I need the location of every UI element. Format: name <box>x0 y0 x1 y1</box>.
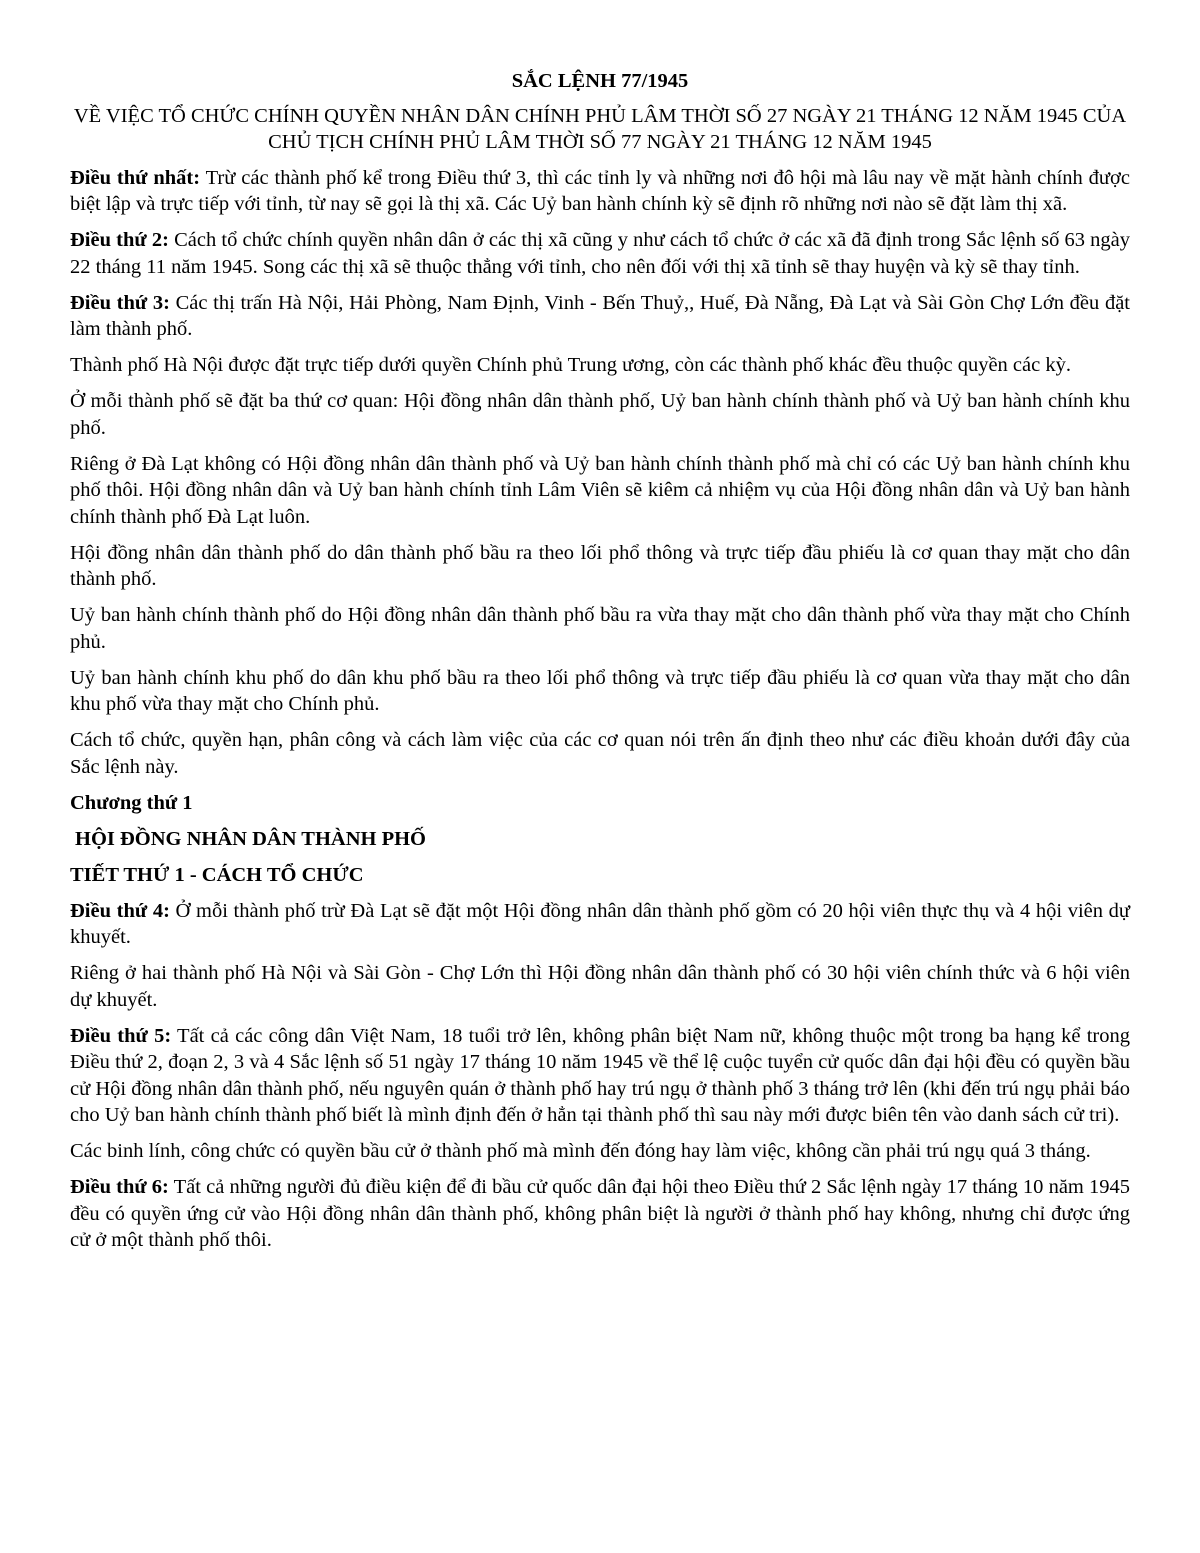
article-label: Điều thứ nhất: <box>70 166 201 189</box>
paragraph-text: Cách tổ chức chính quyền nhân dân ở các thị xã cũng y như cách tổ chức ở các xã đã định trong Sắc lệnh số 63 ngày 22 tháng 11 năm 1945. Song các thị xã sẽ thuộc thẳng với tỉnh, cho nên đối với thị xã tỉnh sẽ thay huyện và kỳ sẽ thay tỉnh. <box>70 229 1130 278</box>
paragraph <box>70 352 1130 379</box>
paragraph <box>70 1023 1130 1129</box>
paragraph-text: Tất cả các công dân Việt Nam, 18 tuổi trở lên, không phân biệt Nam nữ, không thuộc một trong ba hạng kể trong Điều thứ 2, đoạn 2, 3 và 4 Sắc lệnh số 51 ngày 17 tháng 10 năm 1945 về thể lệ cuộc tuyển cử quốc dân đại hội đều có quyền bầu cử Hội đồng nhân dân thành phố, nếu nguyên quán ở thành phố hay trú ngụ ở thành phố 3 tháng trở lên (khi đến trú ngụ phải báo cho Uỷ ban hành chính thành phố biết là mình định đến ở hẳn tại thành phố thì sau này mới được biên tên vào danh sách cử tri). <box>70 1024 1131 1126</box>
article-label: Điều thứ 3: <box>70 291 170 314</box>
paragraph <box>70 898 1130 951</box>
paragraph <box>70 960 1130 1013</box>
chapter-title: HỘI ĐỒNG NHÂN DÂN THÀNH PHỐ <box>75 827 426 850</box>
paragraph <box>70 727 1130 780</box>
paragraph-text: Uỷ ban hành chính khu phố do dân khu phố bầu ra theo lối phổ thông và trực tiếp đầu phiếu là cơ quan vừa thay mặt cho dân khu phố vừa thay mặt cho Chính phủ. <box>70 666 1130 715</box>
paragraph <box>70 1138 1130 1165</box>
paragraph-text: Riêng ở hai thành phố Hà Nội và Sài Gòn - Chợ Lớn thì Hội đồng nhân dân thành phố có 30 hội viên chính thức và 6 hội viên dự khuyết. <box>70 962 1130 1011</box>
paragraph <box>70 290 1130 343</box>
paragraph <box>70 665 1130 718</box>
section-title: TIẾT THỨ 1 - CÁCH TỔ CHỨC <box>70 863 364 886</box>
paragraph <box>70 540 1130 593</box>
article-label: Điều thứ 5: <box>70 1024 172 1047</box>
paragraph <box>70 388 1130 441</box>
chapter-label: Chương thứ 1 <box>70 791 193 814</box>
paragraph-text: Cách tổ chức, quyền hạn, phân công và cách làm việc của các cơ quan nói trên ấn định theo như các điều khoản dưới đây của Sắc lệnh này. <box>70 729 1130 778</box>
paragraph-text: Tất cả những người đủ điều kiện để đi bầu cử quốc dân đại hội theo Điều thứ 2 Sắc lệnh ngày 17 tháng 10 năm 1945 đều có quyền ứng cử vào Hội đồng nhân dân thành phố, không phân biệt là người ở thành phố hay không, nhưng chỉ được ứng cử ở một thành phố thôi. <box>70 1176 1130 1251</box>
paragraph-text: Hội đồng nhân dân thành phố do dân thành phố bầu ra theo lối phổ thông và trực tiếp đầu phiếu là cơ quan thay mặt cho dân thành phố. <box>70 541 1130 590</box>
document-title: SẮC LỆNH 77/1945 <box>511 70 689 92</box>
paragraph <box>70 451 1130 531</box>
paragraph-text: Thành phố Hà Nội được đặt trực tiếp dưới quyền Chính phủ Trung ương, còn các thành phố khác đều thuộc quyền các kỳ. <box>70 354 1071 376</box>
article-label: Điều thứ 4: <box>70 899 170 922</box>
document-page <box>70 68 1130 1263</box>
paragraph <box>70 165 1130 218</box>
paragraph <box>70 602 1130 655</box>
paragraph <box>70 1174 1130 1254</box>
paragraph-text: Ở mỗi thành phố trừ Đà Lạt sẽ đặt một Hội đồng nhân dân thành phố gồm có 20 hội viên thực thụ và 4 hội viên dự khuyết. <box>70 899 1130 948</box>
paragraph-text: Uỷ ban hành chính thành phố do Hội đồng nhân dân thành phố bầu ra vừa thay mặt cho dân thành phố vừa thay mặt cho Chính phủ. <box>70 604 1130 653</box>
article-label: Điều thứ 2: <box>70 229 169 251</box>
article-label: Điều thứ 6: <box>70 1176 169 1198</box>
paragraph <box>70 227 1130 280</box>
document-subtitle: VỀ VIỆC TỔ CHỨC CHÍNH QUYỀN NHÂN DÂN CHÍNH PHỦ LÂM THỜI SỐ 27 NGÀY 21 THÁNG 12 NĂM 1945 CỦA CHỦ TỊCH CHÍNH PHỦ LÂM THỜI SỐ 77 NGÀY 21 THÁNG 12 NĂM 1945 <box>73 104 1127 153</box>
paragraph-text: Trừ các thành phố kể trong Điều thứ 3, thì các tỉnh ly và những nơi đô hội mà lâu nay về mặt hành chính được biệt lập và trực tiếp với tỉnh, từ nay sẽ gọi là thị xã. Các Uỷ ban hành chính kỳ sẽ định rõ những nơi nào sẽ đặt làm thị xã. <box>70 166 1130 215</box>
paragraph-text: Ở mỗi thành phố sẽ đặt ba thứ cơ quan: Hội đồng nhân dân thành phố, Uỷ ban hành chính thành phố và Uỷ ban hành chính khu phố. <box>70 390 1130 439</box>
paragraph-text: Các thị trấn Hà Nội, Hải Phòng, Nam Định, Vinh - Bến Thuỷ,, Huế, Đà Nẵng, Đà Lạt và Sài Gòn Chợ Lớn đều đặt làm thành phố. <box>70 291 1130 340</box>
paragraph-text: Riêng ở Đà Lạt không có Hội đồng nhân dân thành phố và Uỷ ban hành chính thành phố mà chỉ có các Uỷ ban hành chính khu phố thôi. Hội đồng nhân dân và Uỷ ban hành chính tỉnh Lâm Viên sẽ kiêm cả nhiệm vụ của Hội đồng nhân dân và Uỷ ban hành chính thành phố Đà Lạt luôn. <box>70 452 1130 528</box>
paragraph-text: Các binh lính, công chức có quyền bầu cử ở thành phố mà mình đến đóng hay làm việc, không cần phải trú ngụ quá 3 tháng. <box>70 1140 1091 1162</box>
